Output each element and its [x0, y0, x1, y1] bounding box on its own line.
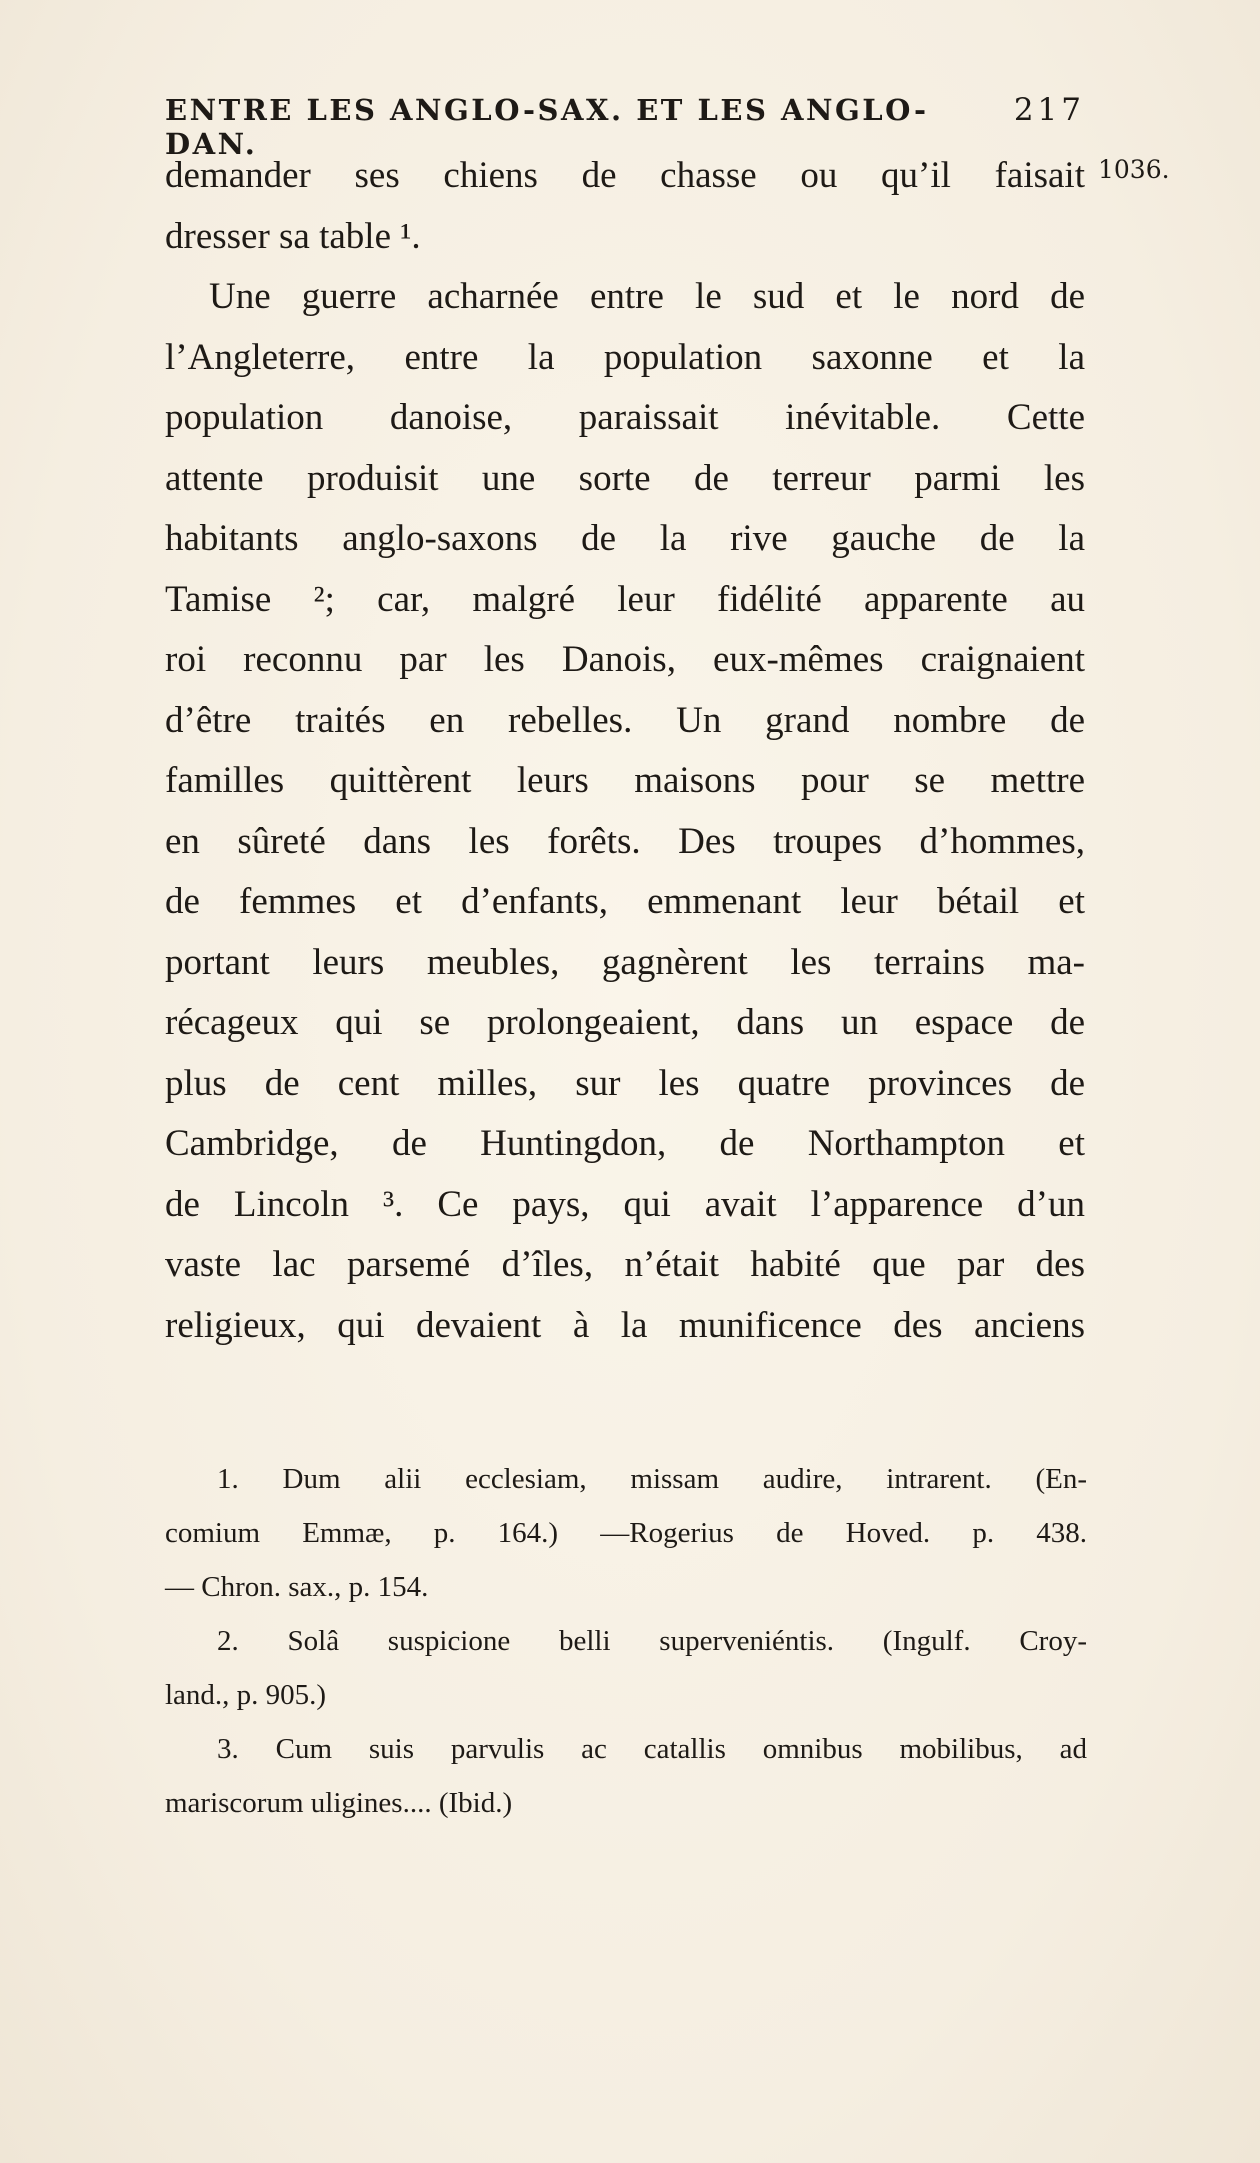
body-line: en sûreté dans les forêts. Des troupes d’hommes,: [165, 820, 1085, 862]
body-line: religieux, qui devaient à la munificence des anciens: [165, 1304, 1085, 1346]
footnote-line: 1. Dum alii ecclesiam, missam audire, intrarent. (En-: [217, 1463, 1087, 1495]
body-line: attente produisit une sorte de terreur parmi les: [165, 457, 1085, 499]
footnotes: [165, 1452, 1087, 1830]
footnote-line: land., p. 905.): [165, 1679, 327, 1711]
footnote-line: 2. Solâ suspicione belli superveniéntis. (Ingulf. Croy-: [217, 1625, 1087, 1657]
body-line: Cambridge, de Huntingdon, de Northampton et: [165, 1123, 1085, 1164]
body-line: demander ses chiens de chasse ou qu’il faisait: [165, 155, 1085, 196]
body-line: roi reconnu par les Danois, eux-mêmes craignaient: [165, 639, 1085, 680]
body-line: d’être traités en rebelles. Un grand nombre de: [165, 699, 1085, 741]
footnote-line: mariscorum uligines.... (Ibid.): [165, 1787, 513, 1819]
body-line: portant leurs meubles, gagnèrent les terrains ma-: [165, 941, 1085, 983]
body-line: population danoise, paraissait inévitable. Cette: [165, 397, 1085, 438]
page-number: 217: [1013, 92, 1085, 128]
body-line: l’Angleterre, entre la population saxonne et la: [165, 336, 1085, 378]
body-line: de femmes et d’enfants, emmenant leur bétail et: [165, 881, 1085, 922]
body-line: récageux qui se prolongeaient, dans un espace de: [165, 1002, 1085, 1043]
footnote-line: comium Emmæ, p. 164.) —Rogerius de Hoved. p. 438.: [165, 1517, 1087, 1549]
body-line: vaste lac parsemé d’îles, n’était habité que par des: [165, 1244, 1085, 1285]
body-line: familles quittèrent leurs maisons pour se mettre: [165, 760, 1085, 801]
body-text: [165, 146, 1085, 1356]
running-title: ENTRE LES ANGLO-SAX. ET LES ANGLO-DAN.: [165, 93, 929, 161]
body-line: dresser sa table ¹.: [165, 215, 421, 257]
footnote-line: — Chron. sax., p. 154.: [165, 1571, 429, 1603]
margin-year-note: 1036.: [1098, 155, 1170, 184]
body-line: de Lincoln ³. Ce pays, qui avait l’apparence d’un: [165, 1183, 1085, 1225]
body-line: Une guerre acharnée entre le sud et le nord de: [209, 276, 1085, 317]
footnote-line: 3. Cum suis parvulis ac catallis omnibus mobilibus, ad: [217, 1733, 1087, 1765]
body-line: habitants anglo-saxons de la rive gauche de la: [165, 518, 1085, 559]
body-line: Tamise ²; car, malgré leur fidélité apparente au: [165, 578, 1085, 620]
body-line: plus de cent milles, sur les quatre provinces de: [165, 1062, 1085, 1104]
